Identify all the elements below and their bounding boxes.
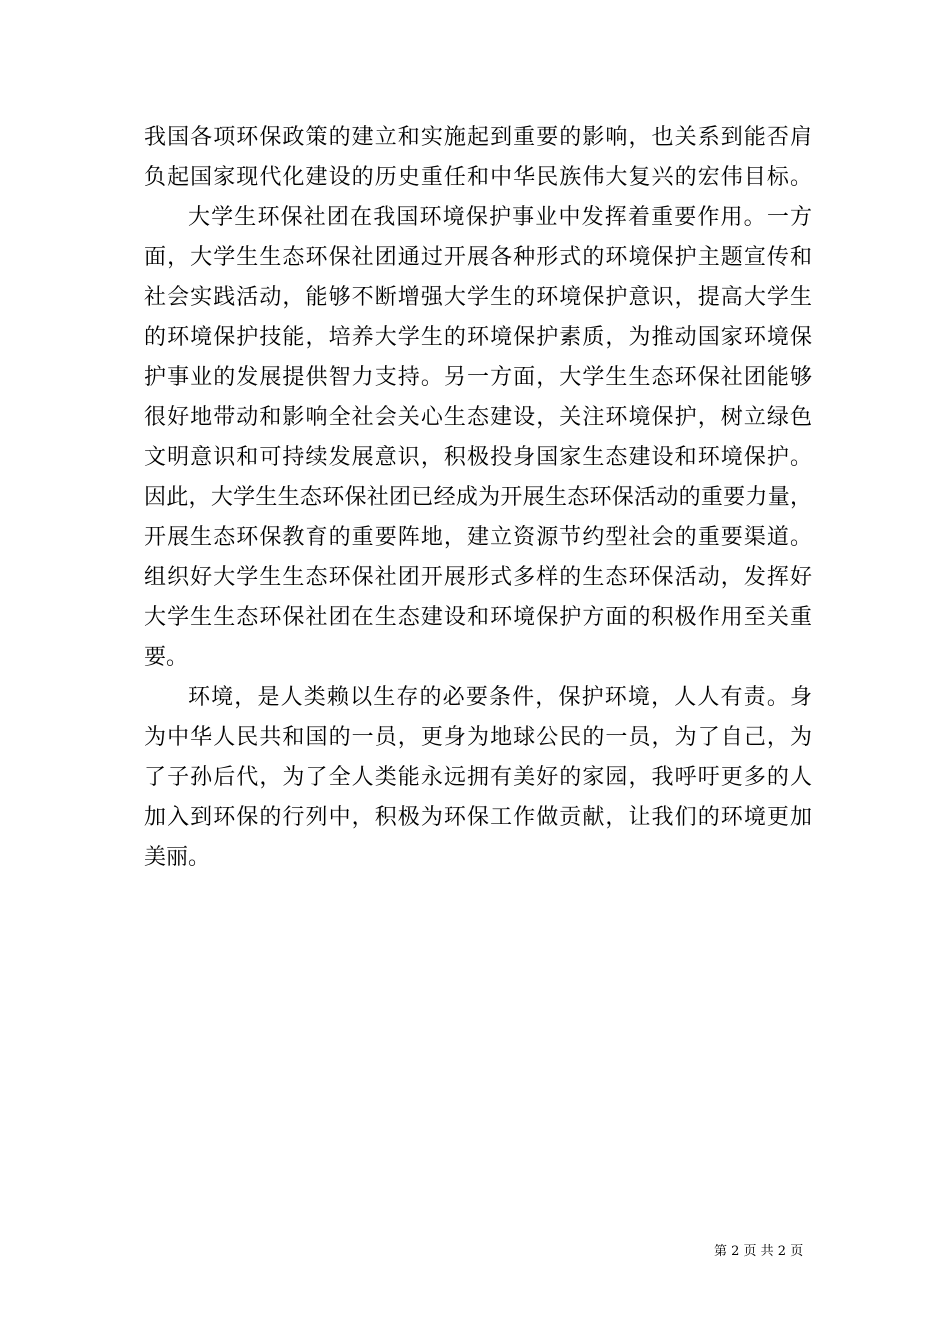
text-line: 社会实践活动，能够不断增强大学生的环境保护意识，提高大学生 bbox=[144, 285, 812, 310]
text-line: 环境，是人类赖以生存的必要条件，保护环境，人人有责。身 bbox=[188, 685, 812, 710]
text-line: 护事业的发展提供智力支持。另一方面，大学生生态环保社团能够 bbox=[144, 365, 812, 390]
text-line: 大学生生态环保社团在生态建设和环境保护方面的积极作用至关重 bbox=[144, 605, 812, 630]
text-line: 我国各项环保政策的建立和实施起到重要的影响，也关系到能否肩 bbox=[144, 125, 812, 150]
text-line: 文明意识和可持续发展意识，积极投身国家生态建设和环境保护。 bbox=[144, 445, 812, 470]
text-line: 很好地带动和影响全社会关心生态建设，关注环境保护，树立绿色 bbox=[144, 405, 812, 430]
text-line: 要。 bbox=[144, 645, 189, 670]
document-body bbox=[144, 118, 812, 878]
text-line: 面，大学生生态环保社团通过开展各种形式的环境保护主题宣传和 bbox=[144, 245, 812, 270]
text-line: 美丽。 bbox=[144, 845, 211, 870]
text-line: 了子孙后代，为了全人类能永远拥有美好的家园，我呼吁更多的人 bbox=[144, 765, 812, 790]
text-line: 加入到环保的行列中，积极为环保工作做贡献，让我们的环境更加 bbox=[144, 805, 812, 830]
text-line: 组织好大学生生态环保社团开展形式多样的生态环保活动，发挥好 bbox=[144, 565, 812, 590]
text-line: 大学生环保社团在我国环境保护事业中发挥着重要作用。一方 bbox=[188, 205, 812, 230]
text-line: 负起国家现代化建设的历史重任和中华民族伟大复兴的宏伟目标。 bbox=[144, 165, 812, 190]
text-line: 的环境保护技能，培养大学生的环境保护素质，为推动国家环境保 bbox=[144, 325, 812, 350]
text-line: 开展生态环保教育的重要阵地，建立资源节约型社会的重要渠道。 bbox=[144, 525, 812, 550]
text-line: 因此，大学生生态环保社团已经成为开展生态环保活动的重要力量， bbox=[144, 485, 812, 510]
page-number-footer: 第 2 页 共 2 页 bbox=[714, 1244, 804, 1259]
text-line: 为中华人民共和国的一员，更身为地球公民的一员，为了自己，为 bbox=[144, 725, 812, 750]
